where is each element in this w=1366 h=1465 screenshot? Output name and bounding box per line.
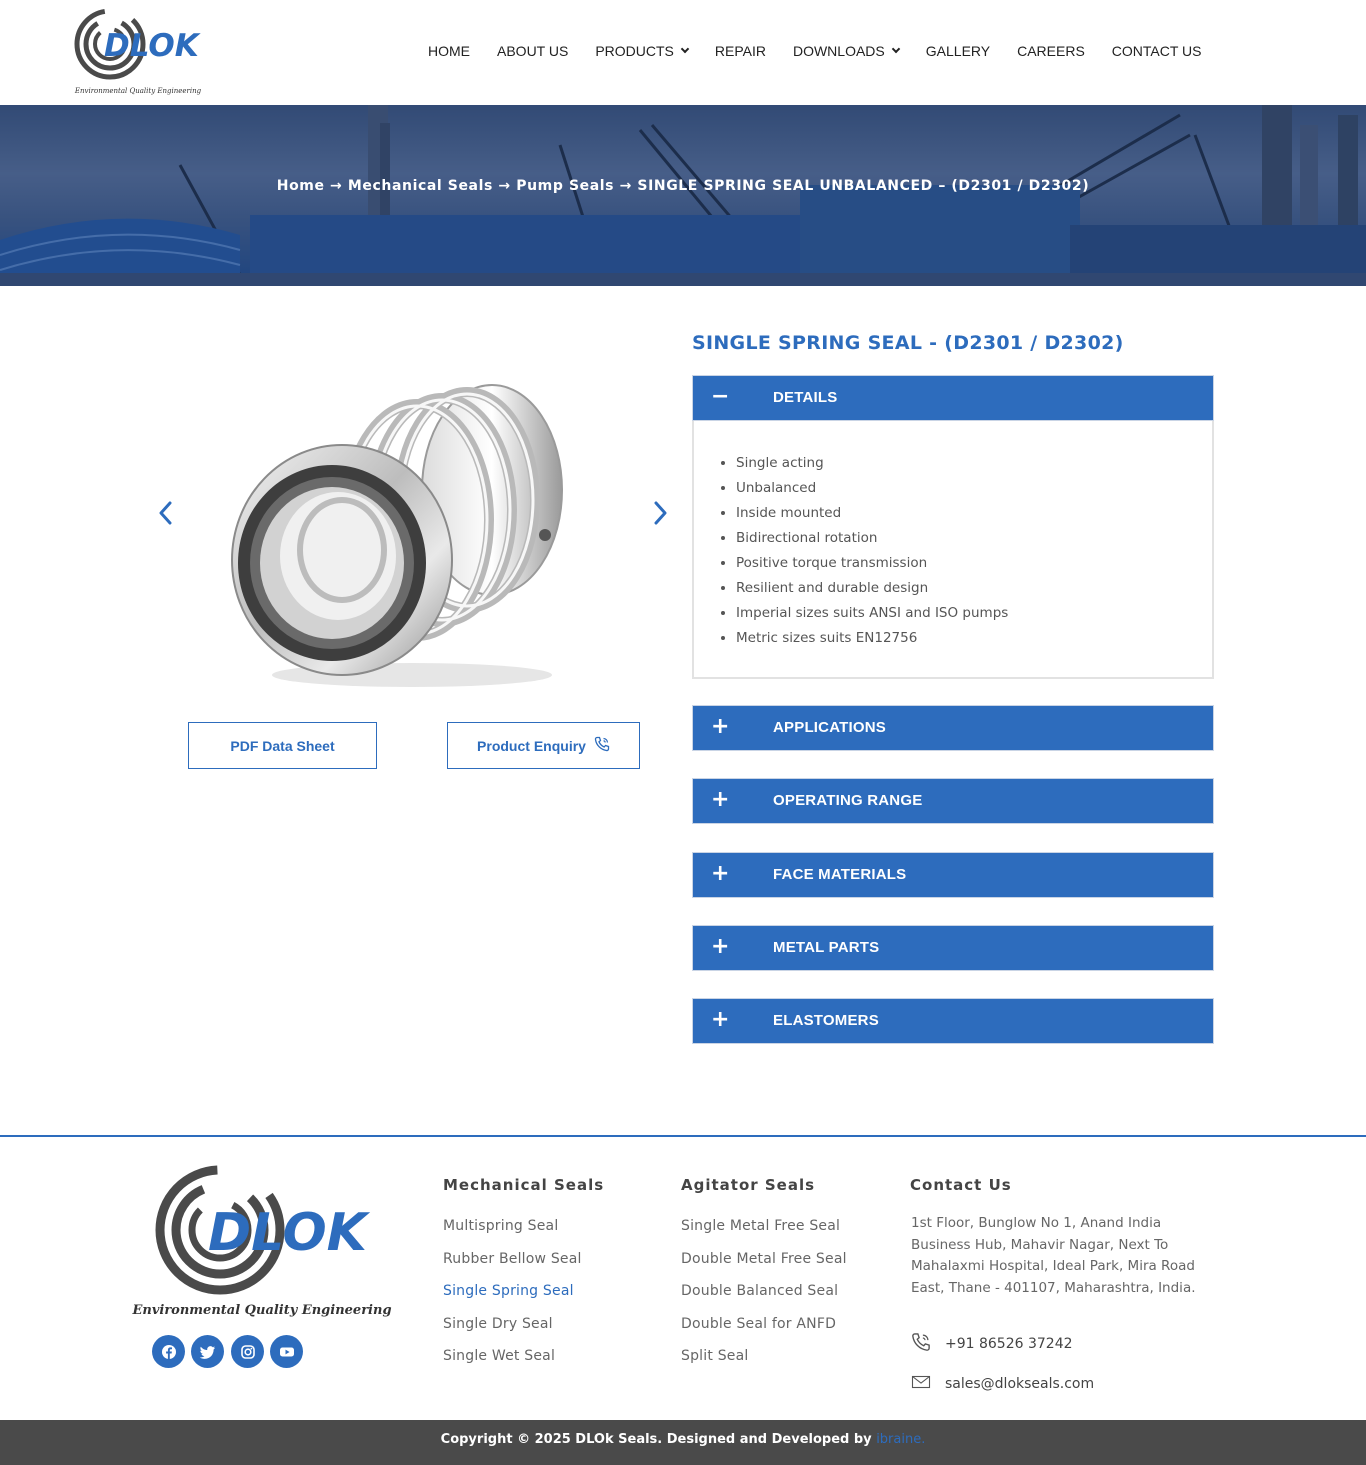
- site-logo[interactable]: [72, 8, 204, 100]
- plus-icon: +: [711, 934, 730, 959]
- twitter-button[interactable]: [191, 1335, 224, 1368]
- footer-mechanical-seals-title: Mechanical Seals: [443, 1176, 605, 1194]
- accordion-details-body: [692, 421, 1214, 679]
- footer-link[interactable]: Split Seal: [681, 1348, 749, 1364]
- breadcrumb-pump-seals[interactable]: Pump Seals: [516, 178, 615, 194]
- breadcrumb-separator: →: [492, 178, 517, 194]
- footer-link[interactable]: Multispring Seal: [443, 1218, 559, 1234]
- nav-products[interactable]: PRODUCTS: [595, 40, 688, 62]
- breadcrumb-home[interactable]: Home: [276, 178, 325, 194]
- nav-home[interactable]: HOME: [428, 43, 470, 59]
- product-title: SINGLE SPRING SEAL - (D2301 / D2302): [692, 332, 1124, 354]
- product-enquiry-label: Product Enquiry: [477, 737, 586, 754]
- plus-icon: +: [711, 861, 730, 886]
- accordion-details-header[interactable]: [692, 375, 1214, 421]
- instagram-icon: [240, 1344, 256, 1360]
- product-image: [222, 380, 572, 700]
- plus-icon: +: [711, 787, 730, 812]
- footer-logo-wordmark: DLOK: [208, 1203, 367, 1263]
- facebook-icon: [161, 1344, 177, 1360]
- industrial-background-image: [0, 105, 1366, 286]
- footer-logo-tagline: Environmental Quality Engineering: [132, 1303, 392, 1318]
- chevron-down-icon: [892, 45, 900, 53]
- accordion-details-label: DETAILS: [773, 389, 838, 406]
- accordion-face-materials-header[interactable]: [692, 852, 1214, 898]
- footer-divider: [0, 1135, 1366, 1137]
- accordion-operating-range-header[interactable]: [692, 778, 1214, 824]
- accordion-metal-parts-label: METAL PARTS: [773, 939, 880, 956]
- footer-agitator-seals-title: Agitator Seals: [681, 1176, 816, 1194]
- gallery-prev-button[interactable]: [156, 498, 176, 528]
- list-item: • Resilient and durable design: [736, 576, 1008, 601]
- breadcrumb-separator: →: [324, 178, 348, 194]
- youtube-button[interactable]: [270, 1335, 303, 1368]
- accordion-applications-header[interactable]: [692, 705, 1214, 751]
- footer-phone-number: +91 86526 37242: [945, 1336, 1073, 1352]
- footer-email-address: sales@dlokseals.com: [945, 1376, 1095, 1392]
- site-header: [0, 0, 1366, 105]
- footer-link[interactable]: Single Wet Seal: [443, 1348, 556, 1364]
- minus-icon: −: [711, 384, 730, 409]
- accordion-applications-label: APPLICATIONS: [773, 719, 886, 736]
- accordion-metal-parts-header[interactable]: [692, 925, 1214, 971]
- list-item: • Metric sizes suits EN12756: [736, 626, 1008, 651]
- footer-link-active[interactable]: Single Spring Seal: [443, 1283, 574, 1299]
- facebook-button[interactable]: [152, 1335, 185, 1368]
- accordion-operating-range-label: OPERATING RANGE: [773, 792, 923, 809]
- accordion-face-materials-label: FACE MATERIALS: [773, 866, 907, 883]
- gallery-next-button[interactable]: [650, 498, 670, 528]
- list-item: • Positive torque transmission: [736, 551, 1008, 576]
- product-enquiry-button[interactable]: [447, 722, 640, 769]
- chevron-left-icon: [156, 498, 176, 528]
- breadcrumb: [0, 178, 1366, 194]
- details-list: [736, 451, 1008, 651]
- nav-downloads[interactable]: DOWNLOADS: [793, 40, 899, 62]
- mail-icon: [911, 1374, 935, 1394]
- footer-contact-title: Contact Us: [910, 1176, 1012, 1194]
- nav-contact-us[interactable]: CONTACT US: [1111, 43, 1202, 59]
- footer-address: 1st Floor, Bunglow No 1, Anand India Business Hub, Mahavir Nagar, Next To Mahalaxmi Hospital, Ideal Park, Mira Road East, Thane - 401107, Maharashtra, India.: [911, 1215, 1196, 1296]
- page-banner: [0, 105, 1366, 286]
- chevron-down-icon: [681, 45, 689, 53]
- copyright-bar: [0, 1420, 1366, 1465]
- instagram-button[interactable]: [231, 1335, 264, 1368]
- footer-link[interactable]: Double Balanced Seal: [681, 1283, 839, 1299]
- pdf-data-sheet-button[interactable]: [188, 722, 377, 769]
- copyright-text: Copyright © 2025 DLOk Seals. Designed and Developed by: [440, 1432, 872, 1447]
- list-item: • Imperial sizes suits ANSI and ISO pumps: [736, 601, 1008, 626]
- list-item: • Bidirectional rotation: [736, 526, 1008, 551]
- footer-logo[interactable]: [132, 1162, 392, 1322]
- footer-email[interactable]: [911, 1374, 1094, 1394]
- nav-repair[interactable]: REPAIR: [714, 43, 766, 59]
- main-nav: [428, 40, 1202, 62]
- logo-wordmark: DLOK: [104, 28, 199, 64]
- footer-link[interactable]: Double Seal for ANFD: [681, 1316, 837, 1332]
- youtube-icon: [279, 1344, 295, 1360]
- footer-link[interactable]: Double Metal Free Seal: [681, 1251, 847, 1267]
- list-item: • Inside mounted: [736, 501, 1008, 526]
- logo-tagline: Environmental Quality Engineering: [74, 87, 202, 95]
- nav-about-us[interactable]: ABOUT US: [497, 43, 569, 59]
- accordion-elastomers-header[interactable]: [692, 998, 1214, 1044]
- footer-link[interactable]: Single Metal Free Seal: [681, 1218, 841, 1234]
- pdf-data-sheet-label: PDF Data Sheet: [230, 737, 335, 754]
- phone-icon: [911, 1332, 935, 1356]
- breadcrumb-separator: →: [614, 178, 638, 194]
- phone-icon: [594, 736, 610, 755]
- logo-mark: [72, 8, 204, 88]
- footer-link[interactable]: Single Dry Seal: [443, 1316, 553, 1332]
- footer-phone[interactable]: [911, 1332, 1073, 1356]
- list-item: • Unbalanced: [736, 476, 1008, 501]
- plus-icon: +: [711, 714, 730, 739]
- plus-icon: +: [711, 1007, 730, 1032]
- nav-gallery[interactable]: GALLERY: [925, 43, 991, 59]
- breadcrumb-current: SINGLE SPRING SEAL UNBALANCED – (D2301 / D2302): [637, 178, 1090, 194]
- footer-link[interactable]: Rubber Bellow Seal: [443, 1251, 582, 1267]
- breadcrumb-mechanical-seals[interactable]: Mechanical Seals: [347, 178, 493, 194]
- chevron-right-icon: [650, 498, 670, 528]
- list-item: • Single acting: [736, 451, 1008, 476]
- accordion-elastomers-label: ELASTOMERS: [773, 1012, 879, 1029]
- twitter-icon: [200, 1344, 216, 1360]
- nav-careers[interactable]: CAREERS: [1017, 43, 1085, 59]
- developer-link[interactable]: ibraine.: [876, 1432, 926, 1447]
